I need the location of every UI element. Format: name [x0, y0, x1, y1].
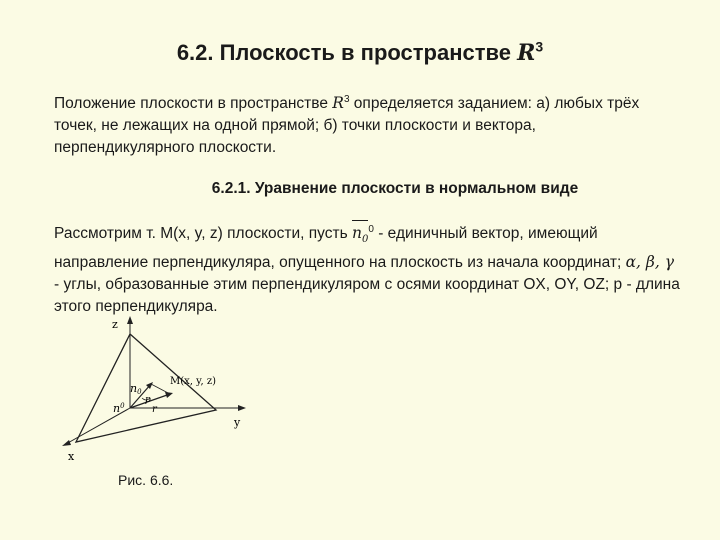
intro-text-2: определяется заданием: а) любых трёх точек, не лежащих на одной прямой; б) точки плоскости и вектора, перпендикулярного плоскости. [54, 95, 640, 156]
axis-x-label: x [68, 450, 75, 463]
title-superscript: 3 [535, 38, 544, 55]
intro-paragraph [54, 92, 674, 159]
normal-form-paragraph [54, 222, 680, 318]
unit-vector-symbol: $n_0$ [352, 222, 368, 251]
intro-text-1: Положение плоскости в пространстве [54, 95, 333, 112]
plane-figure [50, 312, 260, 472]
intro-symbol: R [332, 94, 344, 112]
title-text: 6.2. Плоскость в пространстве [176, 40, 518, 65]
radius-r-label: r [152, 404, 157, 415]
normal-vector-label: n0 [130, 382, 142, 396]
slide-title [0, 40, 720, 66]
normal-text-1: Рассмотрим т. M(x, y, z) плоскости, пусть [54, 225, 352, 242]
axis-z-label: z [112, 318, 118, 331]
distance-p-label: p [145, 395, 151, 405]
title-symbol: R [517, 40, 536, 66]
unit-vector-superscript: 0 [368, 223, 374, 235]
figure-caption: Рис. 6.6. [118, 472, 174, 488]
intro-superscript: 3 [343, 93, 350, 105]
origin-vector-label: $n^0$ [113, 402, 125, 415]
section-subtitle: 6.2.1. Уравнение плоскости в нормальном виде [211, 180, 579, 197]
normal-text-3: - углы, образованные этим перпендикуляром с осями координат OX, OY, OZ; p - длина этого перпендикуляра. [54, 276, 680, 316]
axis-y-label: y [234, 416, 241, 429]
point-m-label: M(x, y, z) [170, 376, 216, 387]
normal-text-2: - единичный вектор, имеющий направление перпендикуляра, опущенного на плоскость из начала координат; [54, 225, 626, 272]
greek-angles: α, β, γ [625, 253, 674, 272]
